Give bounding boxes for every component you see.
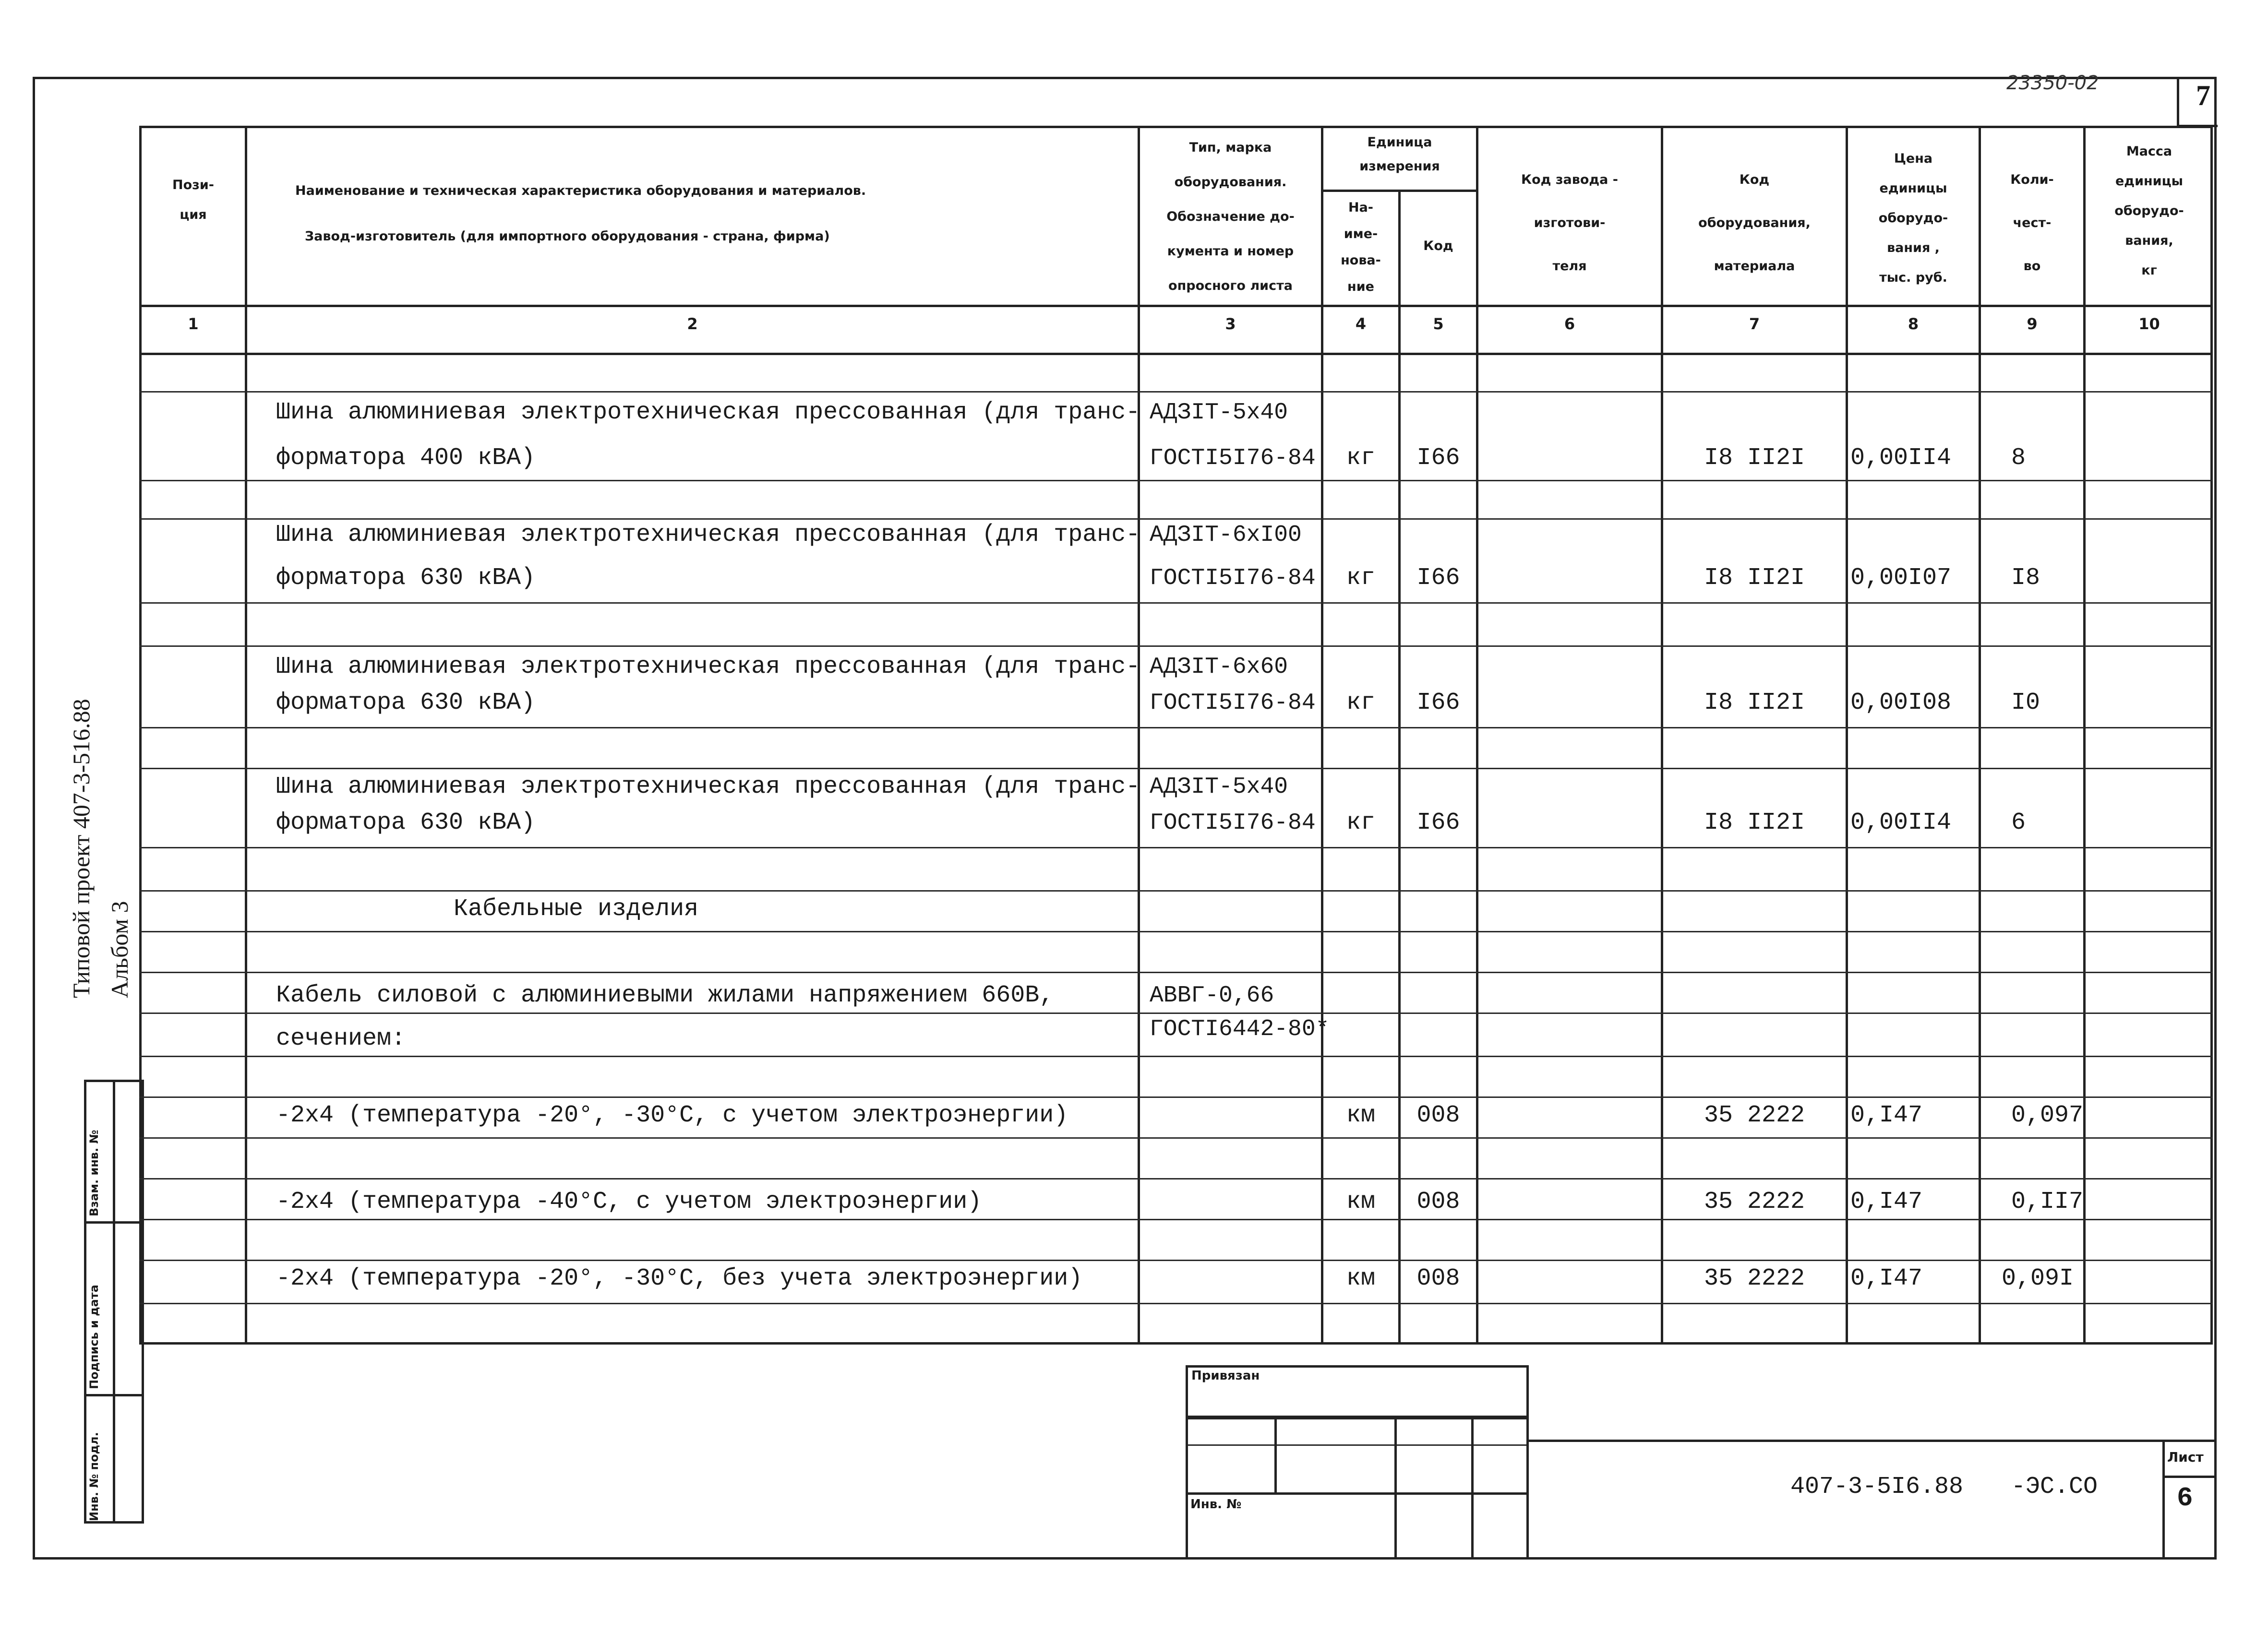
table-row-type: ГОСТI5I76-84 <box>1150 810 1316 836</box>
table-row-unit-code: 008 <box>1416 1265 1460 1292</box>
header-type: Тип, марка оборудования. Обозначение до- кумента и номер опросного листа <box>1166 140 1295 293</box>
side-stamp-vzam: Взам. инв. № <box>87 1130 101 1216</box>
table-row-name: Шина алюминиевая электротехническая прессованная (для транс- <box>276 399 1140 426</box>
table-row-name: Кабель силовой с алюминиевыми жилами напряжением 660В, <box>276 982 1054 1009</box>
table-row-unit: км <box>1346 1188 1375 1215</box>
table-row-price: 0,00I08 <box>1850 689 1952 716</box>
table-row-name: Шина алюминиевая электротехническая прессованная (для транс- <box>276 653 1140 680</box>
table-row-type: ГОСТI6442-80* <box>1150 1016 1330 1042</box>
table-row-qty: I0 <box>2011 689 2040 716</box>
table-row-unit-code: 008 <box>1416 1188 1460 1215</box>
table-row-type: АДЗIТ-6хI00 <box>1150 522 1302 548</box>
header-unit-name: На- име- нова- ние <box>1341 200 1381 294</box>
table-row-price: 0,I47 <box>1850 1188 1923 1215</box>
table-row-unit-code: I66 <box>1416 444 1460 472</box>
table-row-price: 0,00II4 <box>1850 809 1952 836</box>
table-row-price: 0,00II4 <box>1850 444 1952 472</box>
col-number-5: 5 <box>1433 315 1444 333</box>
document-mark: -ЭС.СО <box>2011 1473 2098 1501</box>
table-row-code: I8 II2I <box>1704 564 1805 592</box>
col-number-2: 2 <box>687 315 698 333</box>
table-row-unit-code: I66 <box>1416 689 1460 716</box>
table-row-type: АВВГ-0,66 <box>1150 983 1274 1009</box>
header-quantity: Коли- чест- во <box>2010 172 2054 274</box>
table-row-name: сечением: <box>276 1025 406 1052</box>
col-number-8: 8 <box>1908 315 1919 333</box>
table-row-name: -2х4 (температура -20°, -30°С, без учета электроэнергии) <box>276 1265 1083 1292</box>
table-row-code: 35 2222 <box>1704 1102 1805 1129</box>
table-row-unit-code: I66 <box>1416 564 1460 592</box>
side-stamp-sign: Подпись и дата <box>87 1285 101 1389</box>
table-row-unit-code: 008 <box>1416 1102 1460 1129</box>
table-row-name: форматора 400 кВА) <box>276 444 536 472</box>
table-row-type: АДЗIТ-6х60 <box>1150 654 1288 680</box>
table-row-unit: км <box>1346 1102 1375 1129</box>
table-row-name: Шина алюминиевая электротехническая прессованная (для транс- <box>276 521 1140 548</box>
header-position: Пози- ция <box>172 178 214 222</box>
table-row-name: форматора 630 кВА) <box>276 564 536 592</box>
header-equipment-code: Код оборудования, материала <box>1698 172 1811 274</box>
table-row-name: форматора 630 кВА) <box>276 689 536 716</box>
document-number: 407-3-5I6.88 <box>1790 1473 1964 1501</box>
table-row-qty: 8 <box>2011 444 2026 472</box>
table-row-name: Шина алюминиевая электротехническая прессованная (для транс- <box>276 773 1140 800</box>
table-row-name: -2х4 (температура -20°, -30°С, с учетом электроэнергии) <box>276 1102 1068 1129</box>
table-row-name: -2х4 (температура -40°С, с учетом электроэнергии) <box>276 1188 982 1215</box>
col-number-10: 10 <box>2138 315 2160 333</box>
header-price: Цена единицы оборудо- вания , тыс. руб. <box>1878 151 1948 285</box>
table-row-type: АДЗIТ-5х40 <box>1150 774 1288 800</box>
header-name: Наименование и техническая характеристика оборудования и материалов. Завод-изготовитель (для импортного оборудования - страна, фирма) <box>295 183 866 244</box>
table-row-code: I8 II2I <box>1704 809 1805 836</box>
col-number-1: 1 <box>188 315 199 333</box>
table-row-type: ГОСТI5I76-84 <box>1150 565 1316 591</box>
privyazan-label: Привязан <box>1191 1369 1260 1383</box>
col-number-9: 9 <box>2027 315 2038 333</box>
table-row-code: I8 II2I <box>1704 444 1805 472</box>
col-number-6: 6 <box>1564 315 1575 333</box>
header-unit-code: Код <box>1423 238 1453 253</box>
table-row-price: 0,I47 <box>1850 1102 1923 1129</box>
table-row-type: ГОСТI5I76-84 <box>1150 445 1316 471</box>
table-row-qty: 6 <box>2011 809 2026 836</box>
table-row-name: форматора 630 кВА) <box>276 809 536 836</box>
table-row-code: I8 II2I <box>1704 689 1805 716</box>
main-table-frame <box>139 126 2213 1345</box>
header-unit: Единица измерения <box>1359 135 1440 174</box>
table-row-price: 0,00I07 <box>1850 564 1952 592</box>
table-row-code: 35 2222 <box>1704 1265 1805 1292</box>
side-stamp-inv: Инв. № подл. <box>87 1432 101 1521</box>
table-row-qty: 0,097 <box>2011 1102 2084 1129</box>
table-row-unit: кг <box>1346 809 1375 836</box>
header-mass: Масса единицы оборудо- вания, кг <box>2114 144 2184 278</box>
col-number-4: 4 <box>1355 315 1367 333</box>
table-row-type: АДЗIТ-5х40 <box>1150 400 1288 426</box>
table-row-unit: кг <box>1346 564 1375 592</box>
table-row-unit-code: I66 <box>1416 809 1460 836</box>
table-row-qty: 0,09I <box>2002 1265 2074 1292</box>
table-row-type: ГОСТI5I76-84 <box>1150 690 1316 716</box>
side-album: Альбом 3 <box>106 901 133 998</box>
table-row-code: 35 2222 <box>1704 1188 1805 1215</box>
col-number-7: 7 <box>1749 315 1760 333</box>
table-row-qty: 0,II7 <box>2011 1188 2084 1215</box>
table-row-unit: кг <box>1346 444 1375 472</box>
col-number-3: 3 <box>1225 315 1236 333</box>
side-project-title: Типовой проект 407-3-516.88 <box>68 699 95 998</box>
table-row-unit: км <box>1346 1265 1375 1292</box>
sheet-number: 6 <box>2177 1483 2193 1513</box>
sheet-label: Лист <box>2167 1449 2204 1465</box>
section-heading: Кабельные изделия <box>454 895 699 923</box>
corner-code: 23350-02 <box>2006 72 2099 94</box>
table-row-price: 0,I47 <box>1850 1265 1923 1292</box>
table-row-unit: кг <box>1346 689 1375 716</box>
inv-label: Инв. № <box>1190 1497 1242 1512</box>
header-plant-code: Код завода - изготови- теля <box>1521 172 1618 274</box>
table-row-qty: I8 <box>2011 564 2040 592</box>
corner-page-number: 7 <box>2196 80 2210 111</box>
